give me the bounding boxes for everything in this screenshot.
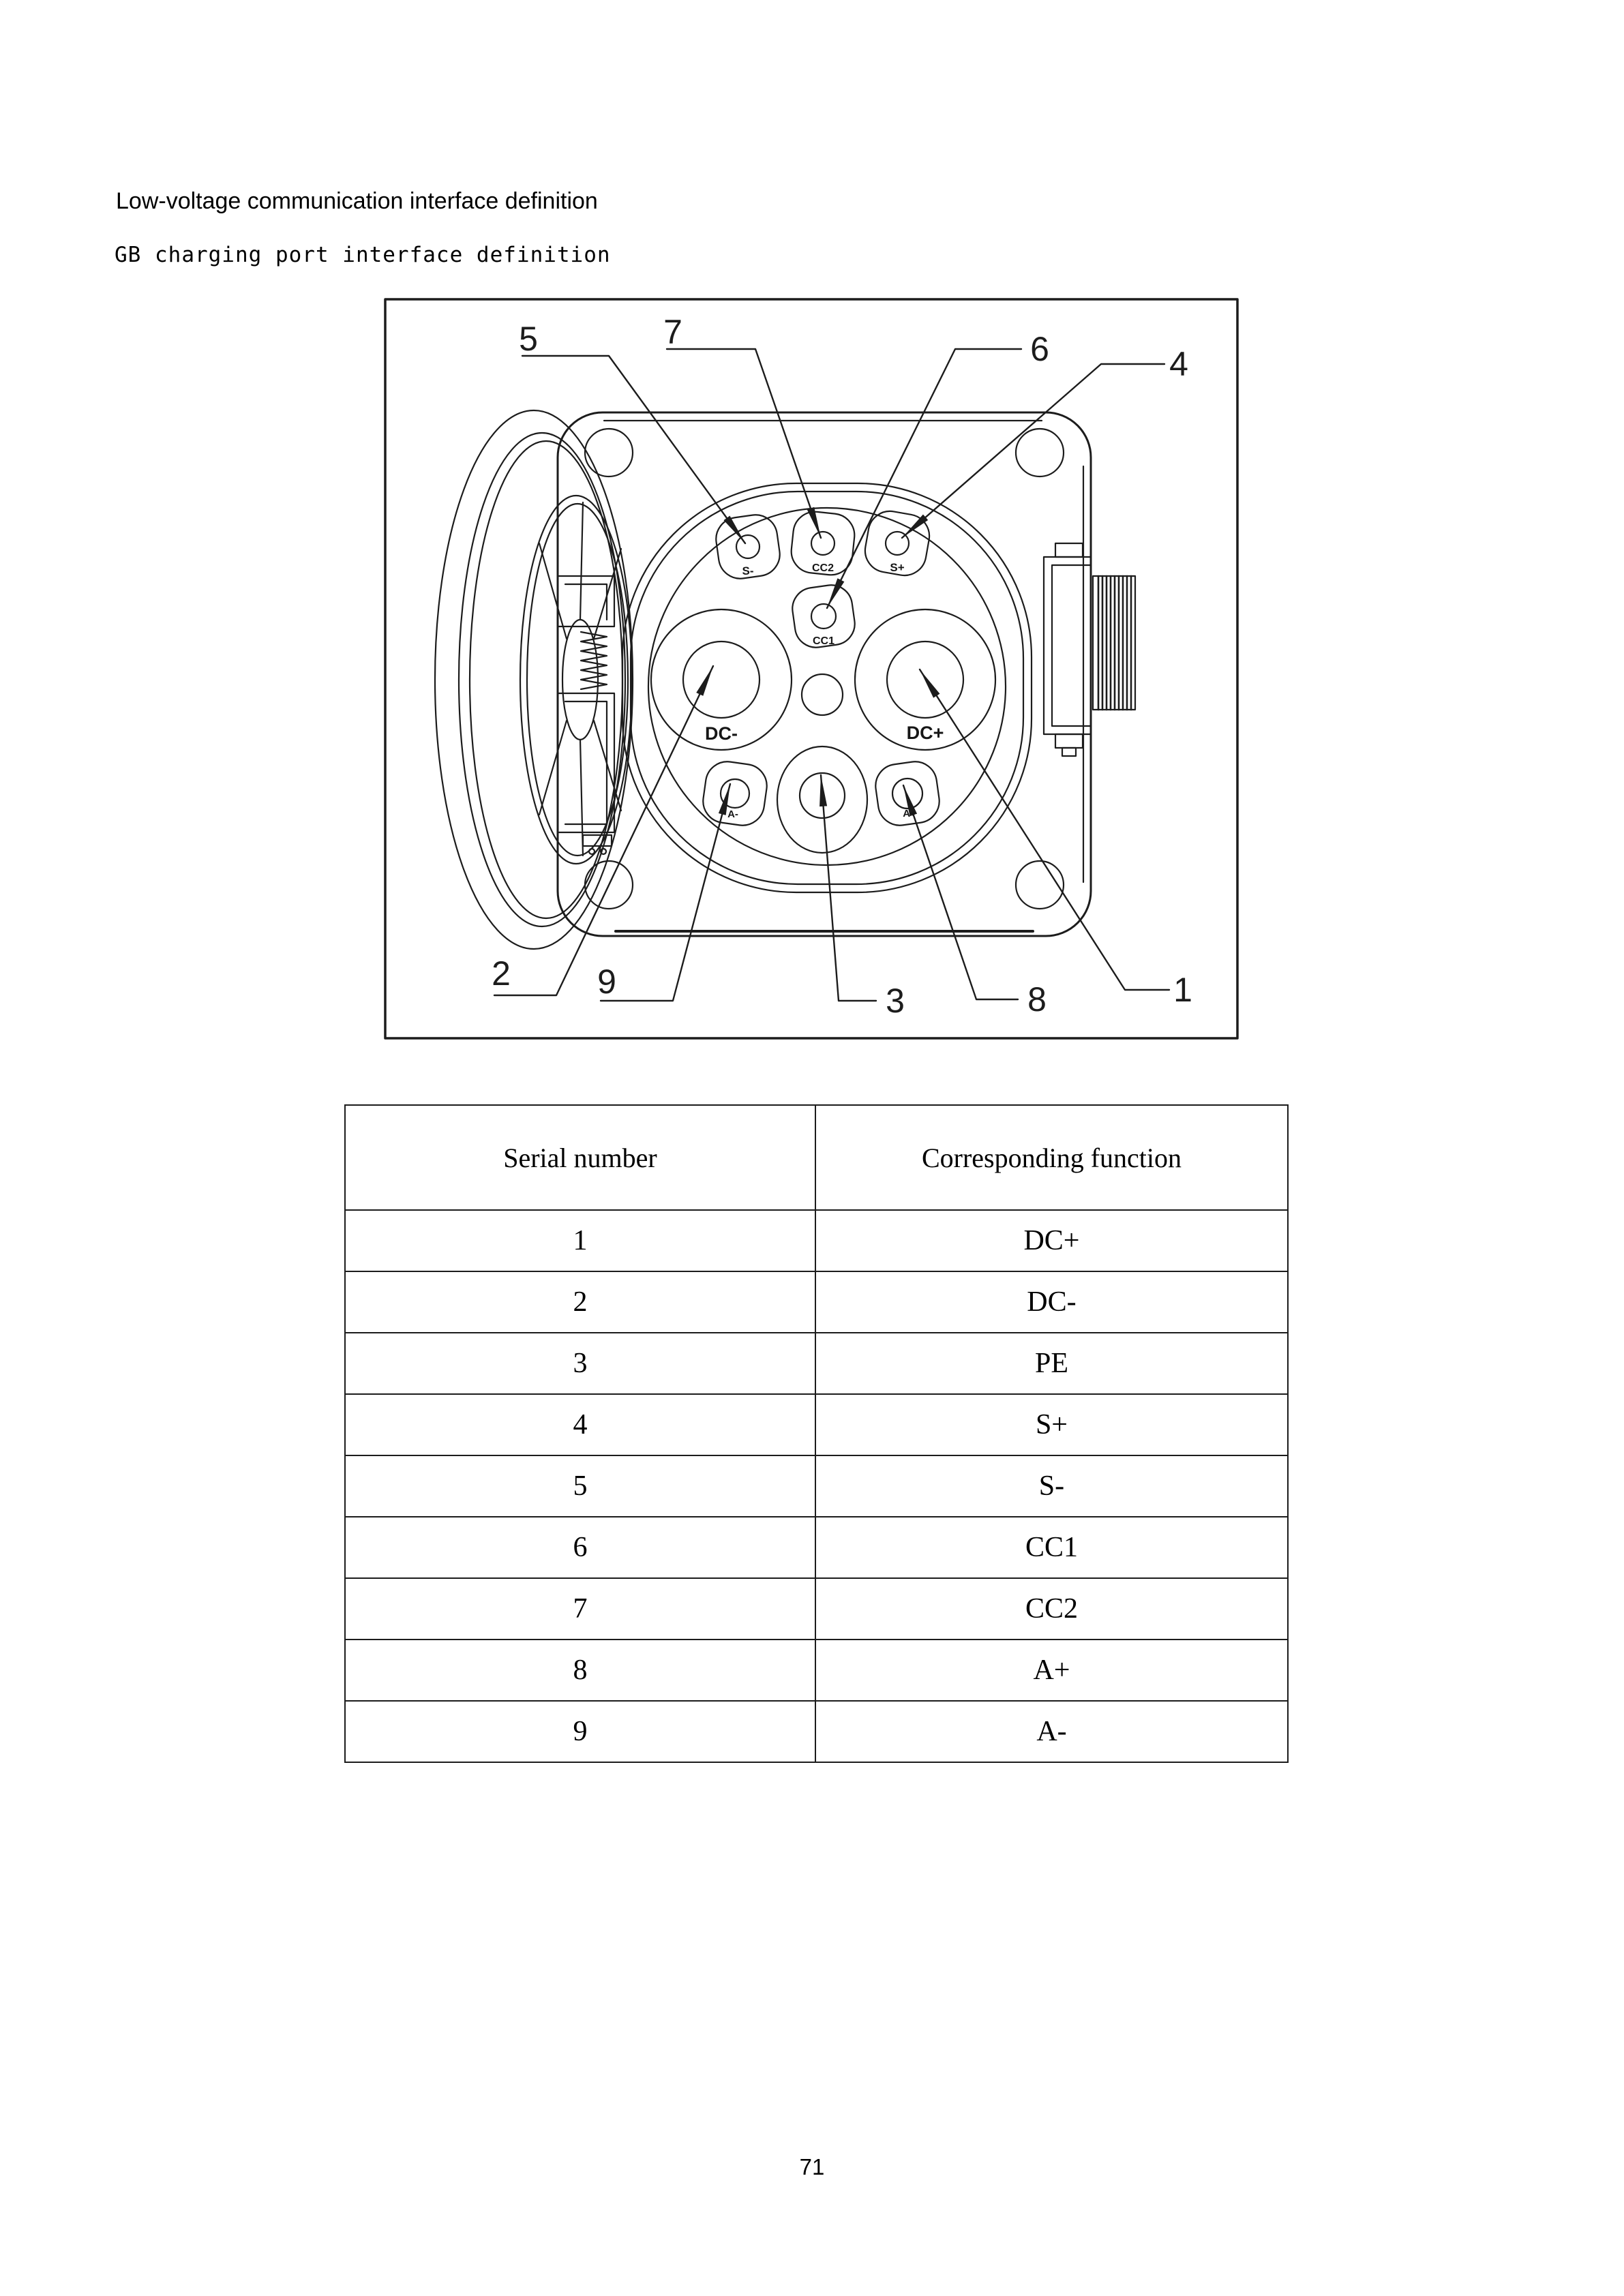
pin-label-cc1: CC1 [812,635,835,647]
pin-label-s-minus: S- [742,564,754,577]
serial-cell: 1 [345,1210,815,1271]
table-header-function: Corresponding function [815,1105,1288,1210]
leader-line-6 [827,349,1021,608]
page-number: 71 [799,2154,825,2179]
serial-cell: 3 [345,1333,815,1394]
table-row [345,1271,1288,1333]
function-cell: DC- [815,1271,1288,1333]
table-row [345,1210,1288,1271]
callout-3: 3 [886,982,905,1020]
function-cell: CC2 [815,1578,1288,1640]
callout-7: 7 [663,313,682,351]
table-row [345,1578,1288,1640]
table-row [345,1394,1288,1455]
serial-cell: 4 [345,1394,815,1455]
pin-label-dc-minus: DC- [705,723,738,744]
pin-label-dc-plus: DC+ [906,723,944,743]
pin-label-a-minus: A- [727,809,738,820]
pin-label-cc2: CC2 [811,562,834,574]
leader-line-4 [902,364,1164,538]
table-header-row [345,1105,1288,1210]
callout-2: 2 [492,954,511,993]
table-row [345,1333,1288,1394]
serial-cell: 6 [345,1517,815,1578]
mount-hole [585,429,633,477]
table-row [345,1701,1288,1762]
mount-hole [1016,429,1064,477]
pin-label-s-plus: S+ [890,561,905,574]
function-cell: DC+ [815,1210,1288,1271]
dust-cover-icon [435,410,633,949]
leader-line-3 [821,775,876,1001]
page-subtitle: GB charging port interface definition [115,243,611,267]
leader-line-9 [601,784,730,1001]
pin-label-a-plus: A+ [903,808,916,819]
serial-cell: 8 [345,1640,815,1701]
callout-9: 9 [597,963,616,1001]
center-guide-hole [802,674,843,715]
table-header-serial: Serial number [345,1105,815,1210]
connector-diagram-svg [384,298,1239,1040]
table-row [345,1640,1288,1701]
serial-cell: 7 [345,1578,815,1640]
function-cell: A- [815,1701,1288,1762]
function-cell: PE [815,1333,1288,1394]
leader-lines [494,349,1169,1001]
table-row [345,1455,1288,1517]
page-title: Low-voltage communication interface definition [116,188,598,214]
table-row [345,1517,1288,1578]
serial-cell: 2 [345,1271,815,1333]
connector-diagram-frame [384,298,1239,1040]
function-cell: A+ [815,1640,1288,1701]
function-cell: S+ [815,1394,1288,1455]
pin-function-table [344,1104,1289,1763]
latch-icon [1044,543,1135,756]
serial-cell: 5 [345,1455,815,1517]
function-cell: S- [815,1455,1288,1517]
mount-hole [1016,861,1064,909]
callout-1: 1 [1173,971,1192,1009]
callout-8: 8 [1027,980,1047,1018]
callout-5: 5 [519,320,538,358]
callout-4: 4 [1169,345,1188,383]
diagram-border [385,299,1237,1038]
callout-6: 6 [1030,330,1049,368]
function-cell: CC1 [815,1517,1288,1578]
serial-cell: 9 [345,1701,815,1762]
